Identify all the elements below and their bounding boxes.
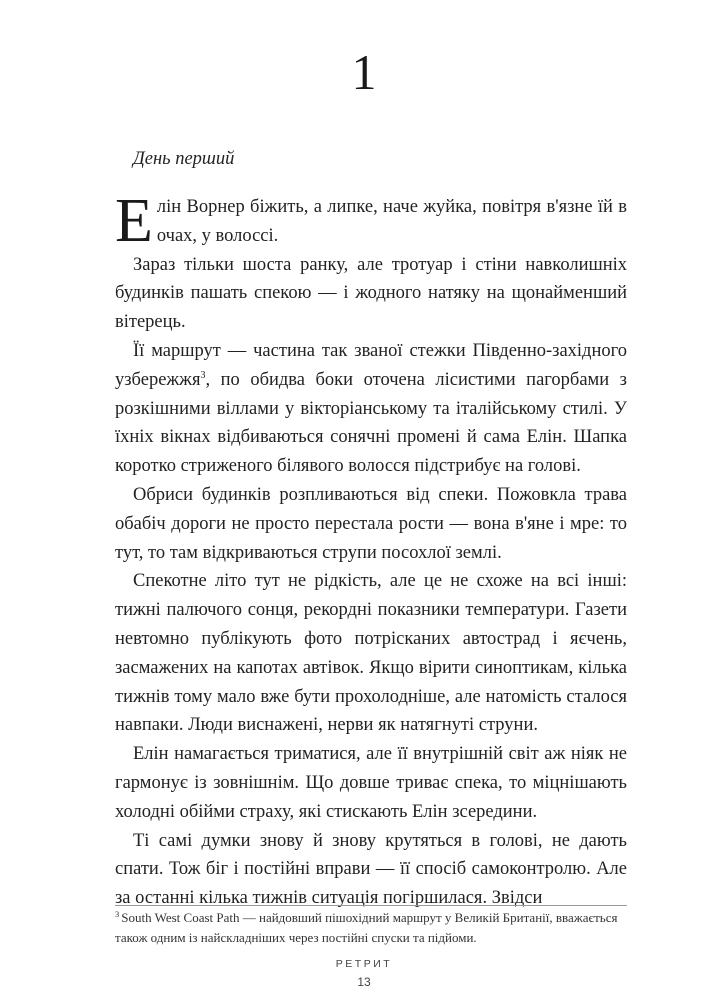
- paragraph-4: Обриси будинків розпливаються від спеки. Пожовкла трава обабіч дороги не просто перестала рости — вона в'яне і мре: то тут, то там відкриваються струпи посохлої землі.: [115, 484, 627, 563]
- paragraph-6: Елін намагається триматися, але її внутрішній світ аж ніяк не гармонує із зовнішнім. Що довше триває спека, то міцнішають холодні обійми страху, які стискають Елін зсередини.: [115, 744, 627, 822]
- paragraph-3-text-start: Її маршрут — частина так званої стежки Південно-західного узбережжя: [115, 340, 627, 390]
- page-number: 13: [357, 975, 371, 989]
- paragraph-2: Зараз тільки шоста ранку, але тротуар і стіни навколишніх будинків пашать спекою — і жодного натяку на щонайменший вітерець.: [115, 254, 627, 333]
- paragraph-3: [115, 337, 627, 481]
- paragraph-5: Спекотне літо тут не рідкість, але це не схоже на всі інші: тижні палючого сонця, рекордні показники температури. Газети невтомно публікують фото потрісканих автострад і яєчень, засмажених на капотах автівок. Якщо вірити синоптикам, кілька тижнів тому мало вже бути прохолодніше, але натомість сталося навпаки. Люди виснажені, нерви як натягнуті струни.: [115, 571, 627, 736]
- drop-cap: Е: [115, 187, 153, 255]
- chapter-number: 1: [351, 44, 377, 100]
- footnote-number: 3: [115, 908, 120, 919]
- footnote-reference: 3: [200, 369, 206, 381]
- paragraph-3-text-end: , по обидва боки оточена лісистими пагорбами з розкішними віллами у вікторіанському та італійському стилі. У їхніх вікнах відбиваються сонячні промені й сама Елін. Шапка коротко стриженого білявого волосся підстрибує на голові.: [115, 369, 627, 477]
- paragraph-1: [115, 187, 627, 255]
- footnote-text: South West Coast Path — найдовший пішохідний маршрут у Великій Британії, вважається також одним із найскладніших через постійні спуски та підйоми.: [115, 910, 618, 945]
- footnote: [115, 908, 627, 947]
- footnote-divider: [115, 905, 627, 906]
- paragraph-1-text: лін Ворнер біжить, а липке, наче жуйка, повітря в'язне їй в очах, у волоссі.: [156, 197, 627, 246]
- chapter-subtitle: День перший: [133, 149, 235, 169]
- running-title: РЕТРИТ: [335, 958, 393, 970]
- body-text: [115, 187, 627, 913]
- paragraph-7: Ті самі думки знову й знову крутяться в голові, не дають спати. Тож біг і постійні вправи — її спосіб самоконтролю. Але за останні кілька тижнів ситуація погіршилася. Звідси: [115, 830, 627, 909]
